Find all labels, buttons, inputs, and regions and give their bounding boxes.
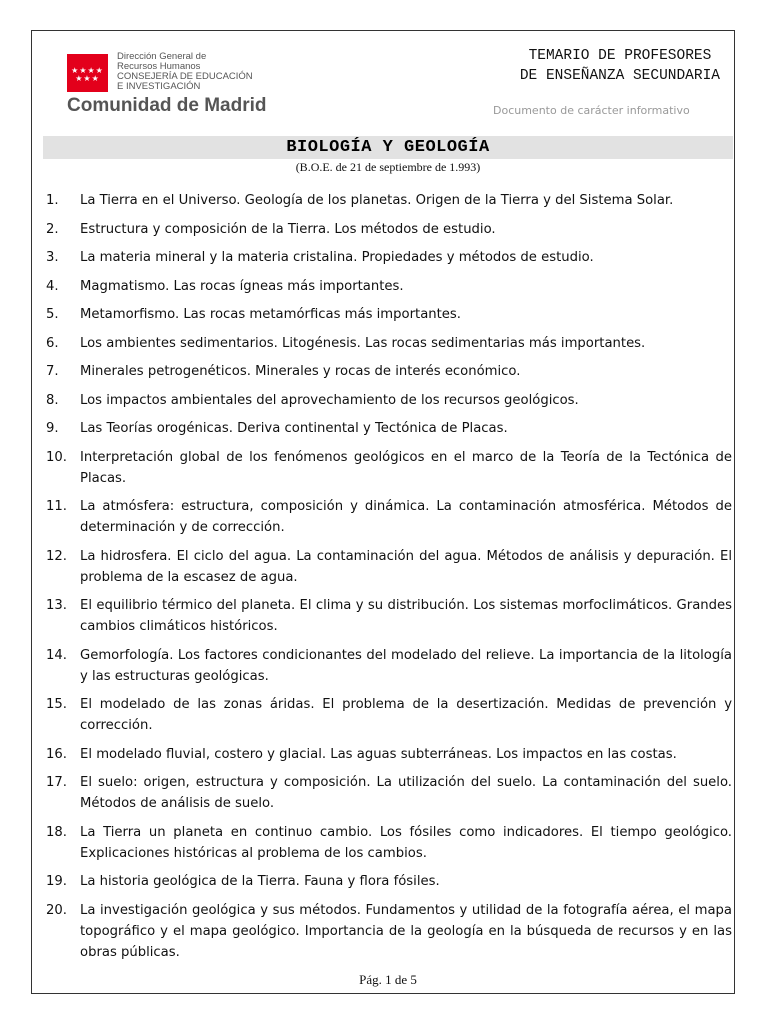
- topic-text: Metamorfismo. Las rocas metamórficas más importantes.: [80, 307, 461, 322]
- topic-number: 9.: [46, 421, 59, 436]
- org-line: Recursos Humanos: [117, 61, 201, 72]
- list-item: [46, 822, 732, 864]
- list-item: [46, 744, 732, 765]
- header-title-line: DE ENSEÑANZA SECUNDARIA: [519, 68, 720, 84]
- topic-text: La Tierra un planeta en continuo cambio. Los fósiles como indicadores. El tiempo geológico. Explicaciones históricas al problema de los cambios.: [80, 824, 732, 861]
- topic-text: El modelado fluvial, costero y glacial. Las aguas subterráneas. Los impactos en las costas.: [80, 746, 677, 762]
- topic-number: 11.: [46, 499, 67, 514]
- list-item: [46, 694, 732, 736]
- topic-text: La hidrosfera. El ciclo del agua. La contaminación del agua. Métodos de análisis y depuración. El problema de la escasez de agua.: [80, 548, 732, 585]
- list-item: [46, 772, 732, 814]
- topic-list: [46, 190, 732, 970]
- list-item: [46, 447, 732, 489]
- topic-number: 15.: [46, 697, 67, 712]
- list-item: [46, 900, 732, 963]
- topic-text: Los impactos ambientales del aprovechamiento de los recursos geológicos.: [80, 392, 579, 408]
- org-line: Dirección General de: [117, 51, 207, 62]
- topic-number: 19.: [46, 874, 67, 889]
- list-item: [46, 276, 732, 297]
- topic-number: 5.: [46, 307, 59, 322]
- list-item: [46, 496, 732, 538]
- topic-text: Minerales petrogenéticos. Minerales y rocas de interés económico.: [80, 364, 521, 379]
- list-item: [46, 190, 732, 211]
- list-item: [46, 361, 732, 382]
- informative-note: Documento de carácter informativo: [493, 104, 690, 117]
- topic-text: Estructura y composición de la Tierra. Los métodos de estudio.: [80, 221, 496, 237]
- topic-number: 1.: [46, 193, 59, 208]
- topic-number: 4.: [46, 278, 59, 294]
- header-title-line: TEMARIO DE PROFESORES: [528, 48, 712, 64]
- document-subtitle: (B.O.E. de 21 de septiembre de 1.993): [295, 160, 481, 174]
- list-item: [46, 333, 732, 354]
- topic-text: La Tierra en el Universo. Geología de los planetas. Origen de la Tierra y del Sistema Solar.: [80, 193, 674, 208]
- topic-text: Gemorfología. Los factores condicionantes del modelado del relieve. La importancia de la litología y las estructuras geológicas.: [80, 647, 732, 684]
- topic-text: La historia geológica de la Tierra. Fauna y flora fósiles.: [80, 874, 440, 889]
- topic-text: Interpretación global de los fenómenos geológicos en el marco de la Teoría de la Tectónica de Placas.: [80, 449, 732, 486]
- topic-number: 10.: [46, 449, 67, 465]
- topic-text: Las Teorías orogénicas. Deriva continental y Tectónica de Placas.: [80, 421, 508, 436]
- org-line: E INVESTIGACIÓN: [117, 81, 201, 92]
- topic-number: 20.: [46, 902, 67, 918]
- list-item: [46, 219, 732, 240]
- topic-text: Magmatismo. Las rocas ígneas más importantes.: [80, 278, 404, 294]
- list-item: [46, 595, 732, 637]
- topic-number: 18.: [46, 824, 67, 840]
- list-item: [46, 871, 732, 892]
- organization-lines: [117, 52, 253, 92]
- flag-stars: ★★★★ ★★★: [71, 66, 104, 83]
- topic-number: 2.: [46, 221, 59, 237]
- topic-text: El suelo: origen, estructura y composición. La utilización del suelo. La contaminación del suelo. Métodos de análisis de suelo.: [80, 775, 732, 811]
- topic-text: Los ambientes sedimentarios. Litogénesis. Las rocas sedimentarias más importantes.: [80, 335, 646, 351]
- topic-number: 6.: [46, 335, 59, 351]
- list-item: [46, 546, 732, 588]
- topic-number: 8.: [46, 392, 59, 408]
- topic-number: 7.: [46, 364, 59, 379]
- topic-text: La investigación geológica y sus métodos. Fundamentos y utilidad de la fotografía aérea, el mapa topográfico y el mapa geológico. Importancia de la geología en la búsqueda de recursos y en las obras públicas.: [80, 902, 732, 960]
- topic-number: 17.: [46, 775, 67, 790]
- list-item: [46, 390, 732, 411]
- page-number: Pág. 1 de 5: [359, 972, 417, 987]
- madrid-flag-logo: [67, 54, 108, 92]
- topic-text: El equilibrio térmico del planeta. El clima y su distribución. Los sistemas morfoclimáticos. Grandes cambios climáticos históricos.: [80, 598, 732, 634]
- header-title: [520, 46, 720, 86]
- org-line: CONSEJERÍA DE EDUCACIÓN: [117, 71, 253, 82]
- topic-number: 14.: [46, 647, 67, 663]
- topic-text: La materia mineral y la materia cristalina. Propiedades y métodos de estudio.: [80, 250, 594, 265]
- topic-number: 16.: [46, 746, 67, 762]
- organization-name: Comunidad de Madrid: [67, 95, 267, 116]
- document-title: BIOLOGÍA Y GEOLOGÍA: [286, 138, 490, 157]
- topic-number: 13.: [46, 598, 67, 613]
- topic-text: La atmósfera: estructura, composición y dinámica. La contaminación atmosférica. Métodos de determinación y de corrección.: [80, 499, 732, 535]
- topic-number: 12.: [46, 548, 67, 564]
- topic-text: El modelado de las zonas áridas. El problema de la desertización. Medidas de prevención y corrección.: [80, 697, 732, 733]
- list-item: [46, 247, 732, 268]
- topic-number: 3.: [46, 250, 59, 265]
- list-item: [46, 304, 732, 325]
- list-item: [46, 645, 732, 687]
- list-item: [46, 418, 732, 439]
